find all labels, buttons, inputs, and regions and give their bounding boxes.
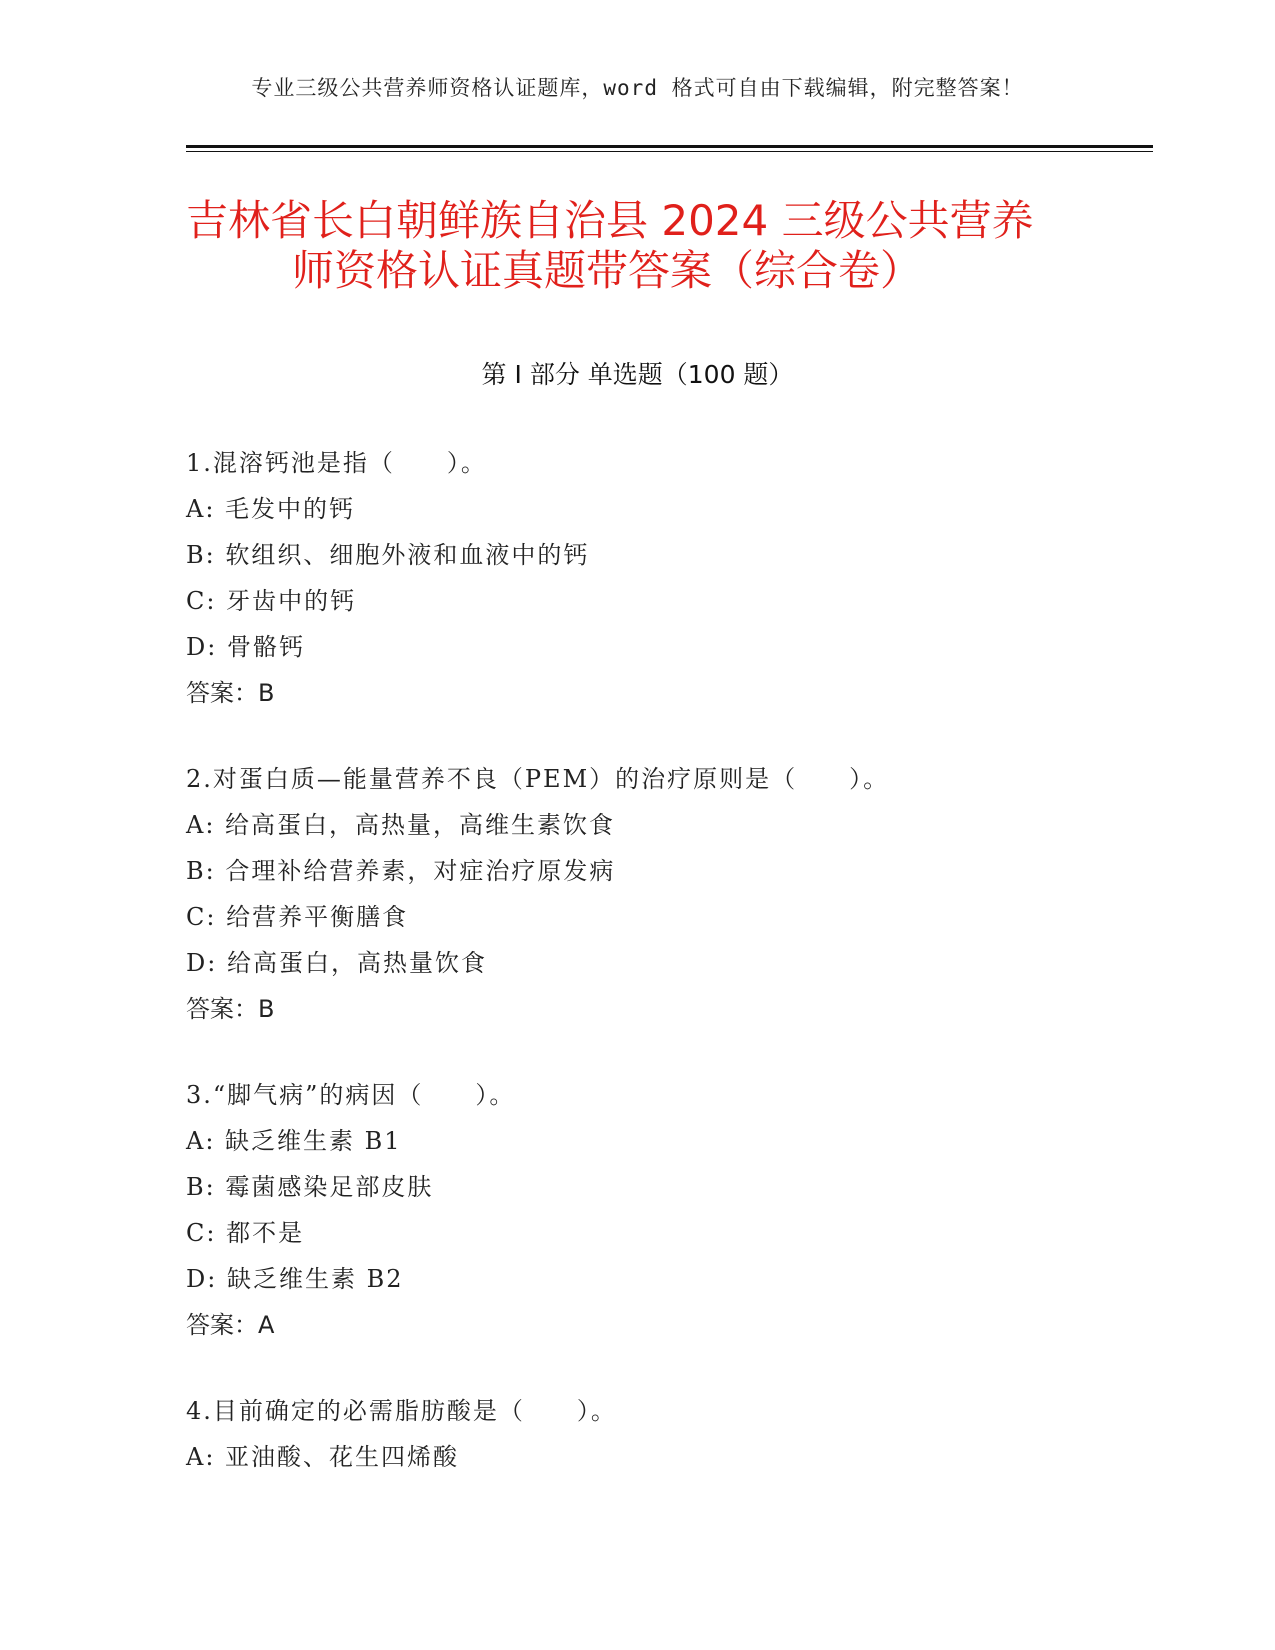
option-d: D: 骨骼钙 xyxy=(186,633,305,661)
section-heading: 第 I 部分 单选题（100 题） xyxy=(481,360,794,389)
option-b: B: 软组织、细胞外液和血液中的钙 xyxy=(186,541,590,569)
question-1 xyxy=(186,440,1136,716)
header-rule-thick xyxy=(186,145,1153,148)
question-list xyxy=(186,440,1136,1520)
header-rule-thin xyxy=(186,151,1153,152)
question-stem: 4.目前确定的必需脂肪酸是（ ）。 xyxy=(186,1397,617,1425)
question-4 xyxy=(186,1388,1136,1480)
option-c: C: 牙齿中的钙 xyxy=(186,587,357,615)
option-c: C: 都不是 xyxy=(186,1219,305,1247)
question-stem: 1.混溶钙池是指（ ）。 xyxy=(186,449,487,477)
question-3 xyxy=(186,1072,1136,1348)
option-a: A: 缺乏维生素 B1 xyxy=(186,1127,402,1155)
option-b: B: 霉菌感染足部皮肤 xyxy=(186,1173,434,1201)
document-title-line-2: 师资格认证真题带答案（综合卷） xyxy=(292,246,923,295)
document-title-line-1: 吉林省长白朝鲜族自治县 2024 三级公共营养 xyxy=(186,196,1034,245)
option-b: B: 合理补给营养素，对症治疗原发病 xyxy=(186,857,616,885)
answer: 答案：B xyxy=(186,679,275,707)
option-a: A: 给高蛋白，高热量，高维生素饮食 xyxy=(186,811,616,839)
option-c: C: 给营养平衡膳食 xyxy=(186,903,409,931)
question-stem: 2.对蛋白质—能量营养不良（PEM）的治疗原则是（ ）。 xyxy=(186,765,890,793)
option-d: D: 给高蛋白，高热量饮食 xyxy=(186,949,487,977)
option-a: A: 亚油酸、花生四烯酸 xyxy=(186,1443,460,1471)
answer: 答案：B xyxy=(186,995,275,1023)
option-a: A: 毛发中的钙 xyxy=(186,495,356,523)
document-title xyxy=(186,196,1086,296)
option-d: D: 缺乏维生素 B2 xyxy=(186,1265,404,1293)
answer: 答案：A xyxy=(186,1311,275,1339)
question-2 xyxy=(186,756,1136,1032)
header-note: 专业三级公共营养师资格认证题库，word 格式可自由下载编辑，附完整答案！ xyxy=(251,76,1024,100)
question-stem: 3.“脚气病”的病因（ ）。 xyxy=(186,1081,516,1109)
